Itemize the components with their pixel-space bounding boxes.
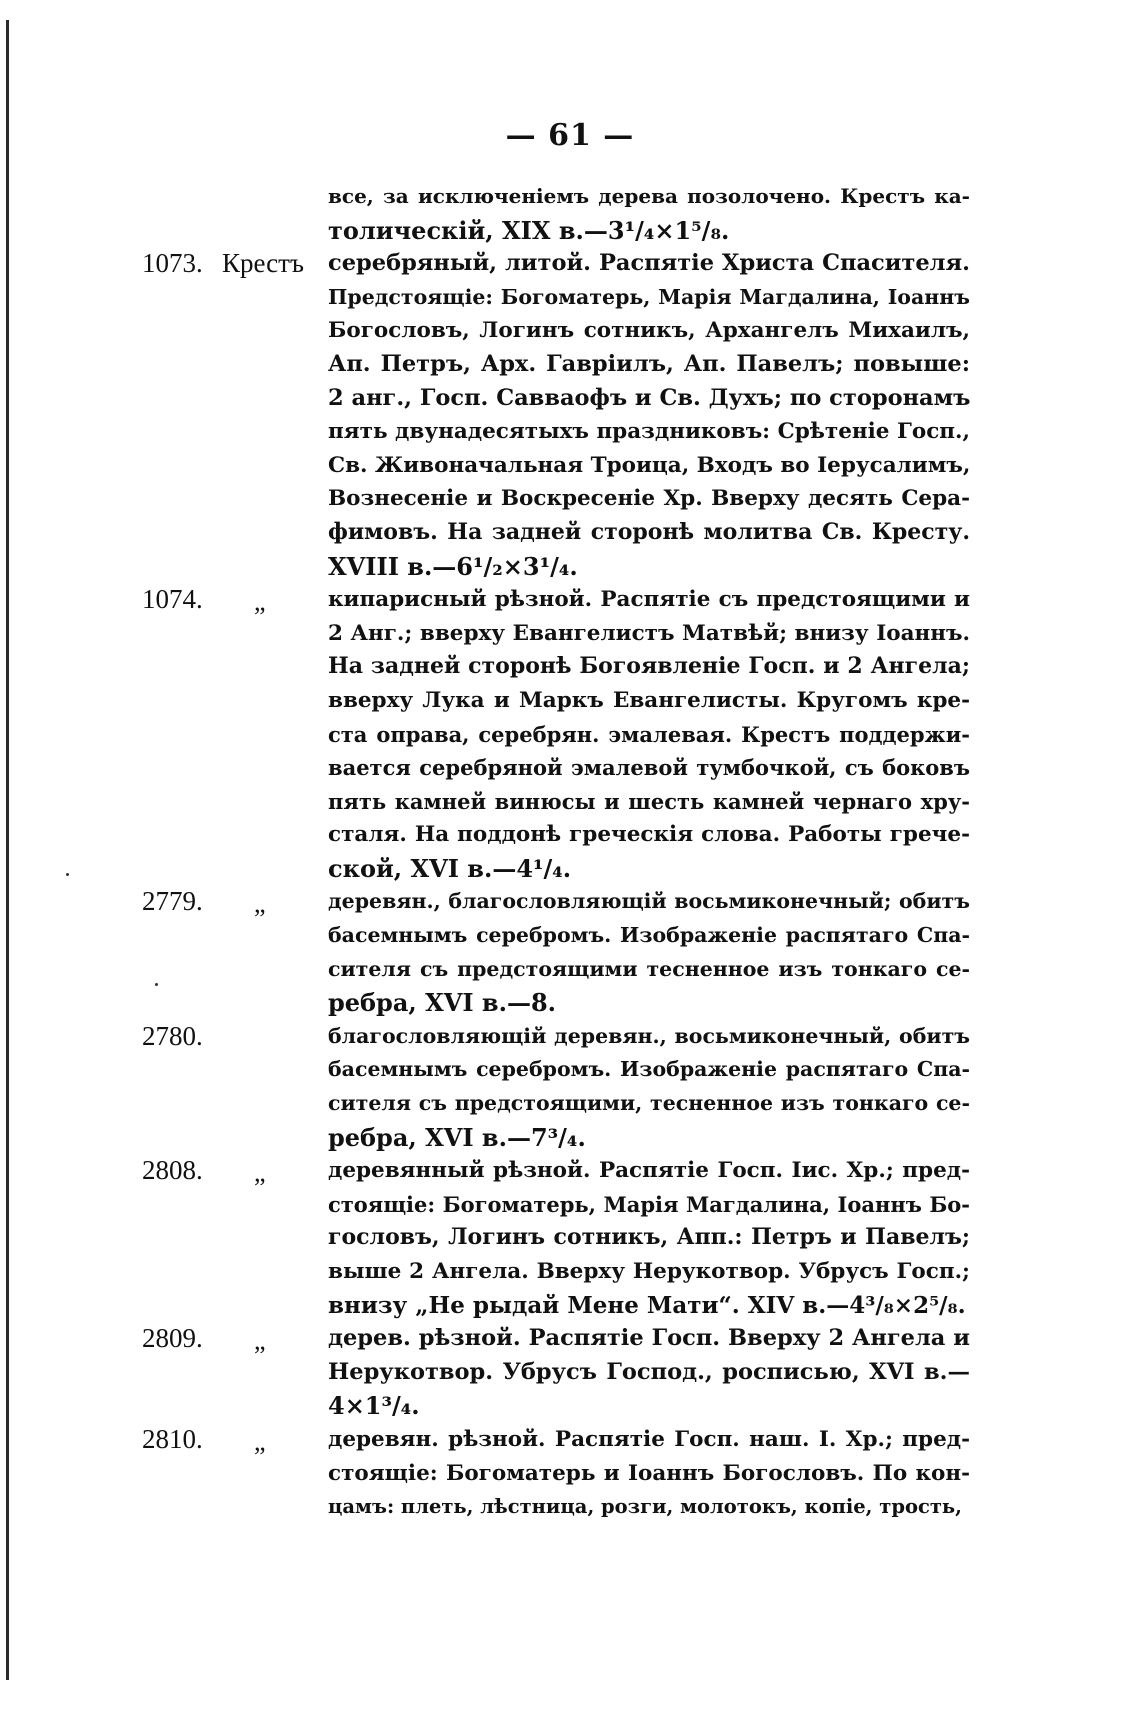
text-line: толическій, XIX в.—3¹/₄×1⁵/₈. (328, 215, 730, 245)
text-line: благословляющій деревян., восьмиконечный, обитъ (328, 1023, 970, 1048)
entry-description (328, 1020, 970, 1154)
text-line: На задней сторонѣ Богоявленіе Госп. и 2 Ангела; (328, 653, 970, 680)
text-line: ребра, XVI в.—8. (328, 988, 557, 1018)
text-line: сталя. На поддонѣ греческія слова. Работы грече- (328, 822, 970, 848)
catalog-entry (0, 1322, 1140, 1423)
text-line: цамъ: плеть, лѣстница, розги, молотокъ, копіе, трость, (328, 1495, 962, 1519)
text-line: вается серебряной эмалевой тумбочкой, съ боковъ (328, 755, 970, 781)
entry-description (328, 247, 970, 583)
entry-label: Крестъ (222, 248, 304, 279)
text-line: басемнымъ серебромъ. Изображеніе распятаго Спа- (328, 923, 970, 948)
text-line: Богословъ, Логинъ сотникъ, Архангелъ Михаилъ, (328, 318, 970, 344)
text-line: пять камней винюсы и шесть камней чернаго хру- (328, 788, 970, 814)
entry-number: 1073. (142, 248, 203, 279)
ditto-mark: „ (254, 889, 266, 919)
entry-number: 1074. (142, 584, 203, 615)
text-line: Св. Живоначальная Троица, Входъ во Іерусалимъ, (328, 452, 971, 478)
text-line: фимовъ. На задней сторонѣ молитва Св. Кресту. (328, 518, 970, 545)
text-line: ста оправа, серебрян. эмалевая. Крестъ поддержи- (328, 721, 970, 747)
text-line: 2 Анг.; вверху Евангелистъ Матвѣй; внизу Іоаннъ. (328, 620, 970, 646)
text-line: 2 анг., Госп. Савваофъ и Св. Духъ; по сторонамъ (328, 384, 971, 411)
text-line: сителя съ предстоящими тесненное изъ тонкаго се- (328, 956, 970, 981)
text-line: гословъ, Логинъ сотникъ, Апп.: Петръ и Павелъ; (328, 1224, 970, 1251)
text-line: стоящіе: Богоматерь, Марія Магдалина, Іоаннъ Бо- (328, 1191, 970, 1217)
entry-description (328, 180, 970, 247)
catalog-entry (0, 180, 1140, 247)
entry-number: 2809. (142, 1323, 203, 1354)
ditto-mark: „ (254, 587, 266, 617)
entry-description (328, 1154, 970, 1322)
entry-number: 2808. (142, 1155, 203, 1186)
text-line: все, за исключеніемъ дерева позолочено. Крестъ ка- (328, 184, 970, 208)
ditto-mark: „ (254, 1426, 266, 1456)
text-line: XVIII в.—6¹/₂×3¹/₄. (328, 551, 578, 581)
catalog-entry (0, 1154, 1140, 1322)
catalog-entry (0, 1020, 1140, 1154)
text-line: выше 2 Ангела. Вверху Нерукотвор. Убрусъ Госп.; (328, 1259, 970, 1284)
entry-description (328, 885, 970, 1019)
text-line: ребра, XVI в.—7³/₄. (328, 1122, 586, 1152)
text-line: деревянный рѣзной. Распятіе Госп. Іис. Хр.; пред- (328, 1158, 970, 1184)
entry-number: 2780. (142, 1020, 203, 1051)
entry-number: 2810. (142, 1423, 203, 1454)
text-line: деревян., благословляющій восьмиконечный; обитъ (328, 889, 970, 914)
catalog-entry (0, 885, 1140, 1019)
text-line: стоящіе: Богоматерь и Іоаннъ Богословъ. По кон- (328, 1460, 970, 1486)
ditto-mark: „ (254, 1326, 266, 1356)
entry-description (328, 583, 970, 885)
text-line: пять двунадесятыхъ праздниковъ: Срѣтеніе Госп., (328, 419, 970, 445)
text-line: вверху Лука и Маркъ Евангелисты. Кругомъ кре- (328, 687, 970, 713)
text-line: Ап. Петръ, Арх. Гавріилъ, Ап. Павелъ; повыше: (328, 350, 970, 377)
page-number: — 61 — (505, 118, 635, 153)
text-line: Нерукотвор. Убрусъ Господ., росписью, XVI в.— (328, 1358, 970, 1385)
text-line: сителя съ предстоящими, тесненное изъ тонкаго се- (328, 1091, 970, 1116)
entry-description (328, 1423, 970, 1524)
catalog-entry (0, 583, 1140, 885)
entry-number: 2779. (142, 886, 203, 917)
text-line: ской, XVI в.—4¹/₄. (328, 853, 572, 883)
text-line: кипарисный рѣзной. Распятіе съ предстоящими и (328, 587, 970, 613)
text-line: Вознесеніе и Воскресеніе Хр. Вверху десять Сера- (328, 486, 970, 512)
text-line: серебряный, литой. Распятіе Христа Спасителя. (328, 250, 970, 277)
text-line: деревян. рѣзной. Распятіе Госп. наш. І. Хр.; пред- (328, 1426, 970, 1452)
text-line: Предстоящіе: Богоматерь, Марія Магдалина, Іоаннъ (328, 284, 970, 309)
text-line: 4×1³/₄. (328, 1391, 420, 1421)
text-line: внизу „Не рыдай Мене Мати“. XIV в.—4³/₈×2⁵/₈. (328, 1291, 966, 1319)
text-line: басемнымъ серебромъ. Изображеніе распятаго Спа- (328, 1057, 970, 1082)
entry-description (328, 1322, 970, 1423)
ditto-mark: „ (254, 1158, 266, 1188)
catalog-entry (0, 247, 1140, 583)
text-line: дерев. рѣзной. Распятіе Госп. Вверху 2 Ангела и (328, 1325, 970, 1352)
catalog-entries (0, 180, 1140, 1524)
catalog-entry (0, 1423, 1140, 1524)
